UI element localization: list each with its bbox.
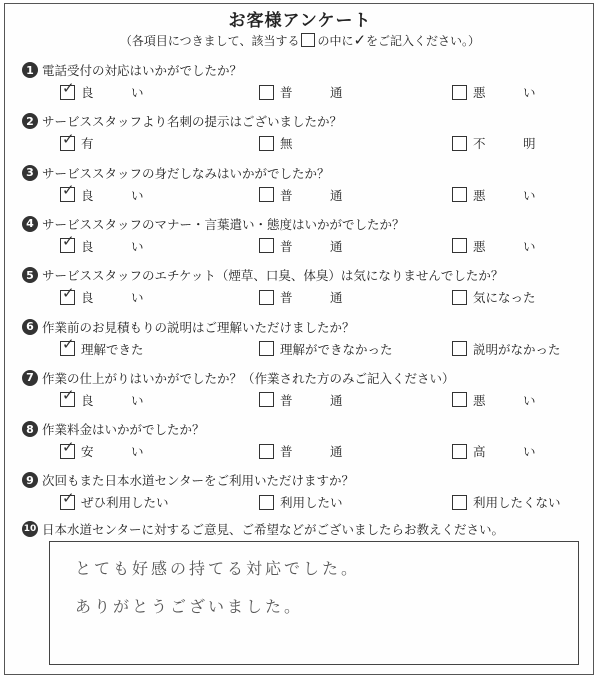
page-title: お客様アンケート <box>228 11 372 31</box>
answer-option[interactable] <box>452 289 536 305</box>
answer-option[interactable] <box>452 187 536 203</box>
answer-option[interactable] <box>259 392 343 408</box>
checkbox[interactable] <box>452 238 467 253</box>
question-8 <box>0 419 600 471</box>
checkbox[interactable] <box>259 187 274 202</box>
option-label: 普 通 <box>280 392 343 408</box>
checkmark-icon: ✓ <box>62 78 75 97</box>
question-number-badge: 7 <box>22 370 38 386</box>
checked-checkbox[interactable] <box>60 78 75 100</box>
option-label: 良 い <box>81 290 144 306</box>
checkmark-icon: ✓ <box>62 437 75 456</box>
question-number-badge: 9 <box>22 472 38 488</box>
checkmark-icon: ✓ <box>62 129 75 148</box>
checkbox[interactable] <box>452 85 467 100</box>
question-number-badge: 2 <box>22 113 38 129</box>
option-label: 不 明 <box>473 136 536 152</box>
checkmark-icon: ✓ <box>62 232 75 251</box>
checkmark-icon: ✓ <box>62 488 75 507</box>
checkbox[interactable] <box>259 495 274 510</box>
checkbox[interactable] <box>259 238 274 253</box>
answer-option[interactable] <box>452 392 536 408</box>
option-label: 有 <box>81 136 94 152</box>
option-label: 悪 い <box>473 392 536 408</box>
checkbox[interactable] <box>452 136 467 151</box>
checkbox[interactable] <box>452 495 467 510</box>
option-label: 高 い <box>473 444 536 460</box>
question-text: 次回もまた日本水道センターをご利用いただけますか？ <box>42 473 355 489</box>
answer-option[interactable] <box>259 135 293 151</box>
option-label: 良 い <box>81 187 144 203</box>
checked-checkbox[interactable] <box>60 181 75 202</box>
option-label: 理解できた <box>81 341 144 357</box>
question-number-badge: 1 <box>22 62 38 78</box>
answer-option[interactable] <box>452 135 536 151</box>
answer-option[interactable] <box>259 289 343 305</box>
answer-option[interactable] <box>259 187 343 203</box>
question-number-badge: 4 <box>22 216 38 232</box>
answer-option[interactable] <box>60 437 144 460</box>
option-label: 説明がなかった <box>473 341 561 357</box>
question-text: 日本水道センターに対するご意見、ご希望などがございましたらお教えください。 <box>42 522 505 537</box>
comment-box[interactable] <box>49 541 579 665</box>
answer-option[interactable] <box>452 494 561 510</box>
option-label: 気になった <box>473 290 536 306</box>
answer-option[interactable] <box>452 84 536 100</box>
checkbox[interactable] <box>259 290 274 305</box>
question-text: 作業前のお見積もりの説明はご理解いただけましたか？ <box>42 319 355 335</box>
checkmark-icon: ✓ <box>62 335 75 353</box>
option-label: 悪 い <box>473 187 536 203</box>
checkbox[interactable] <box>452 444 467 459</box>
question-5 <box>0 265 600 317</box>
checked-checkbox[interactable] <box>60 488 75 510</box>
checked-checkbox[interactable] <box>60 129 75 151</box>
answer-option[interactable] <box>452 238 536 254</box>
answer-option[interactable] <box>259 84 343 100</box>
checkbox[interactable] <box>452 290 467 305</box>
question-3 <box>0 163 600 215</box>
question-number-badge: 8 <box>22 421 38 437</box>
question-text: サービススタッフの身だしなみはいかがでしたか？ <box>42 165 330 181</box>
checkbox[interactable] <box>452 187 467 202</box>
option-label: 利用したくない <box>473 495 561 511</box>
answer-option[interactable] <box>452 341 561 357</box>
instructions <box>0 31 600 49</box>
answer-option[interactable] <box>60 232 144 254</box>
answer-option[interactable] <box>60 488 169 511</box>
question-text: サービススタッフより名刺の提示はございましたか？ <box>42 114 343 130</box>
checkmark-icon: ✓ <box>62 181 75 200</box>
answer-option[interactable] <box>452 443 536 459</box>
question-number-badge: 6 <box>22 319 38 335</box>
checkmark-icon: ✓ <box>353 31 367 49</box>
checked-checkbox[interactable] <box>60 386 75 407</box>
checkmark-icon: ✓ <box>62 283 75 302</box>
answer-option[interactable] <box>60 283 144 306</box>
answer-option[interactable] <box>259 238 343 254</box>
instructions-post: をご記入ください。） <box>366 34 481 48</box>
answer-option[interactable] <box>259 494 343 510</box>
option-label: 普 通 <box>280 238 343 254</box>
question-7 <box>0 368 600 420</box>
question-2 <box>0 111 600 163</box>
question-4 <box>0 214 600 266</box>
question-number-badge: 5 <box>22 267 38 283</box>
empty-box-icon <box>301 33 315 47</box>
checkbox[interactable] <box>259 341 274 356</box>
checkbox[interactable] <box>452 392 467 407</box>
question-text: 作業料金はいかがでしたか？ <box>42 422 205 438</box>
answer-option[interactable] <box>259 443 343 459</box>
question-text: サービススタッフのマナー・言葉遣い・態度はいかがでしたか？ <box>42 216 405 232</box>
answer-option[interactable] <box>259 341 393 357</box>
question-6 <box>0 317 600 369</box>
option-label: 良 い <box>81 392 144 408</box>
answer-option[interactable] <box>60 78 144 100</box>
option-label: ぜひ利用したい <box>81 495 169 511</box>
option-label: 無 <box>280 136 293 152</box>
question-1 <box>0 60 600 112</box>
option-label: 普 通 <box>280 444 343 460</box>
comment-line-2: ありがとうございました。 <box>75 597 304 616</box>
instructions-pre: （各項目につきまして、該当する <box>119 34 300 48</box>
checkbox[interactable] <box>259 444 274 459</box>
checked-checkbox[interactable] <box>60 283 75 305</box>
answer-option[interactable] <box>60 129 94 152</box>
question-number-badge: 10 <box>22 521 38 537</box>
answer-option[interactable] <box>60 335 144 357</box>
answer-option[interactable] <box>60 181 144 203</box>
checkbox[interactable] <box>259 392 274 407</box>
option-label: 普 通 <box>280 85 343 100</box>
checkbox[interactable] <box>259 136 274 151</box>
instructions-mid: の中に <box>317 34 354 48</box>
question-9 <box>0 470 600 522</box>
checked-checkbox[interactable] <box>60 335 75 356</box>
option-label: 良 い <box>81 85 144 100</box>
question-text: サービススタッフのエチケット（煙草、口臭、体臭）は気になりませんでしたか？ <box>42 268 504 284</box>
checkbox[interactable] <box>259 85 274 100</box>
option-label: 悪 い <box>473 238 536 254</box>
checked-checkbox[interactable] <box>60 437 75 459</box>
option-label: 悪 い <box>473 85 536 100</box>
question-text: 作業の仕上がりはいかがでしたか？（作業された方のみご記入ください） <box>42 370 455 386</box>
answer-option[interactable] <box>60 386 144 408</box>
option-label: 安 い <box>81 444 144 460</box>
option-label: 普 通 <box>280 187 343 203</box>
option-label: 普 通 <box>280 290 343 306</box>
checkmark-icon: ✓ <box>62 386 75 405</box>
option-label: 理解ができなかった <box>280 341 393 357</box>
option-label: 良 い <box>81 238 144 254</box>
checkbox[interactable] <box>452 341 467 356</box>
checked-checkbox[interactable] <box>60 232 75 253</box>
option-label: 利用したい <box>280 495 343 511</box>
question-text: 電話受付の対応はいかがでしたか？ <box>42 63 243 78</box>
question-number-badge: 3 <box>22 165 38 181</box>
comment-line-1: とても好感の持てる対応でした。 <box>75 559 361 578</box>
